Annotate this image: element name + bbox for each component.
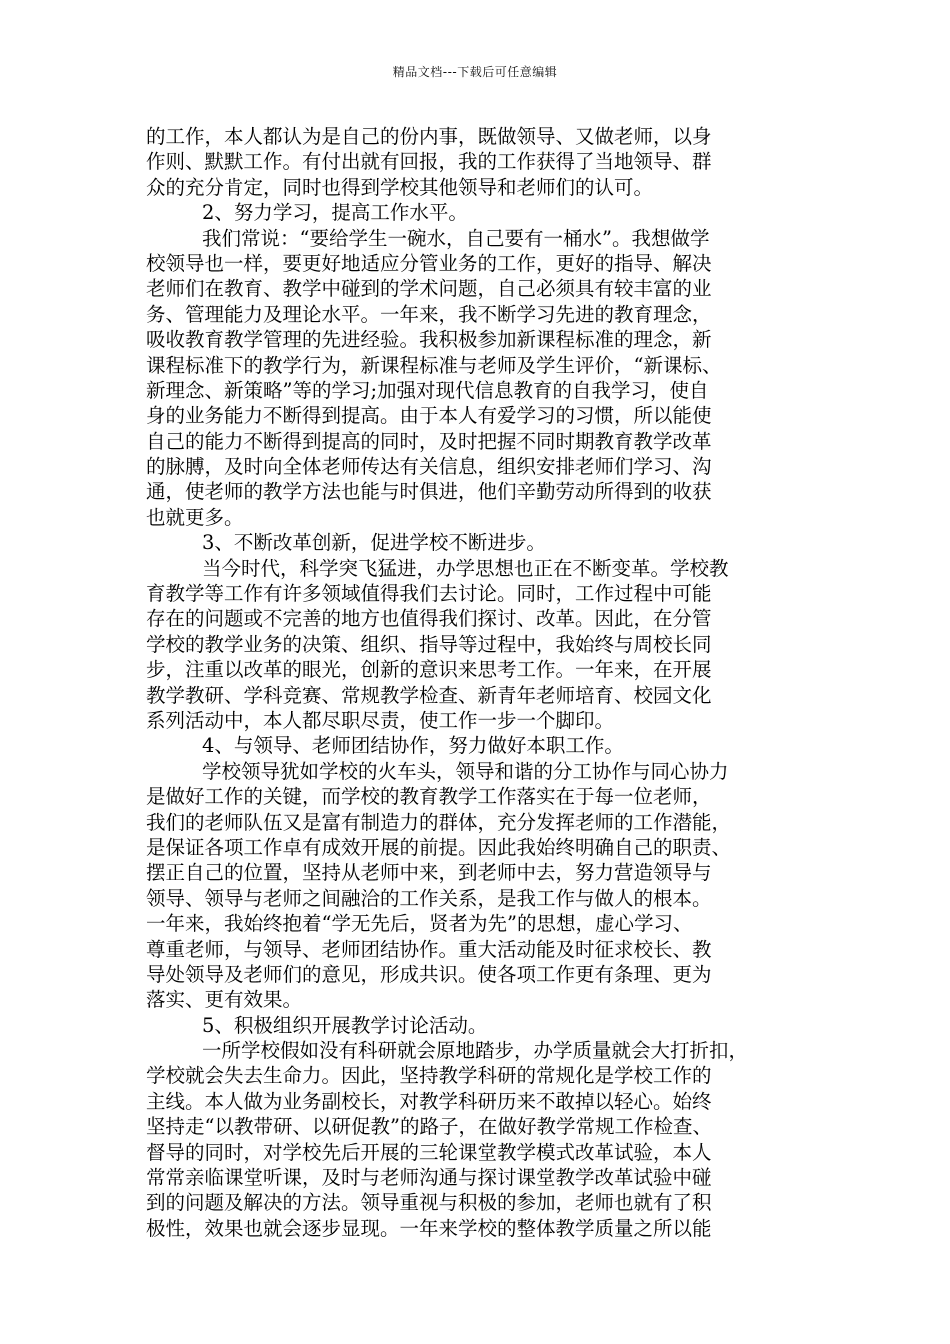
text-line: 育教学等工作有许多领域值得我们去讨论。同时，工作过程中可能 xyxy=(146,582,712,606)
text-line: 常常亲临课堂听课，及时与老师沟通与探讨课堂教学改革试验中碰 xyxy=(146,1166,712,1190)
text-line: 校领导也一样，要更好地适应分管业务的工作，更好的指导、解决 xyxy=(146,251,712,275)
text-line: 是保证各项工作卓有成效开展的前提。因此我始终明确自己的职责、 xyxy=(146,835,732,859)
document-body xyxy=(146,124,806,1241)
text-line: 学校的教学业务的决策、组织、指导等过程中，我始终与周校长同 xyxy=(146,632,712,656)
text-line: 步，注重以改革的眼光，创新的意识来思考工作。一年来，在开展 xyxy=(146,658,712,682)
text-line: 是做好工作的关键，而学校的教育教学工作落实在于每一位老师， xyxy=(146,785,712,809)
text-line: 落实、更有效果。 xyxy=(146,988,303,1012)
text-line: 导处领导及老师们的意见，形成共识。使各项工作更有条理、更为 xyxy=(146,962,712,986)
text-line: 教学教研、学科竞赛、常规教学检查、新青年老师培育、校园文化 xyxy=(146,683,712,707)
text-line: 的脉膊，及时向全体老师传达有关信息，组织安排老师们学习、沟 xyxy=(146,455,712,479)
text-line: 自己的能力不断得到提高的同时，及时把握不同时期教育教学改革 xyxy=(146,429,712,453)
text-line: 坚持走“以教带研、以研促教”的路子，在做好教学常规工作检查、 xyxy=(146,1115,712,1139)
text-line: 我们的老师队伍又是富有制造力的群体，充分发挥老师的工作潜能， xyxy=(146,810,732,834)
text-line: 通，使老师的教学方法也能与时俱进，他们辛勤劳动所得到的收获 xyxy=(146,480,712,504)
text-line: 一年来，我始终抱着“学无先后，贤者为先”的思想，虚心学习、 xyxy=(146,912,693,936)
text-line: 作则、默默工作。有付出就有回报，我的工作获得了当地领导、群 xyxy=(146,150,712,174)
paragraph-start-line: 4、与领导、老师团结协作，努力做好本职工作。 xyxy=(202,734,624,758)
paragraph-start-line: 我们常说：“要给学生一碗水，自己要有一桶水”。我想做学 xyxy=(202,226,710,250)
text-line: 老师们在教育、教学中碰到的学术问题，自己必须具有较丰富的业 xyxy=(146,277,712,301)
text-line: 务、管理能力及理论水平。一年来，我不断学习先进的教育理念， xyxy=(146,302,712,326)
text-line: 到的问题及解决的方法。领导重视与积极的参加，老师也就有了积 xyxy=(146,1191,712,1215)
text-line: 也就更多。 xyxy=(146,505,244,529)
text-line: 学校就会失去生命力。因此，坚持教学科研的常规化是学校工作的 xyxy=(146,1064,712,1088)
paragraph-start-line: 学校领导犹如学校的火车头，领导和谐的分工协作与同心协力 xyxy=(202,759,729,783)
text-line: 领导、领导与老师之间融洽的工作关系，是我工作与做人的根本。 xyxy=(146,886,712,910)
text-line: 督导的同时，对学校先后开展的三轮课堂教学模式改革试验，本人 xyxy=(146,1140,712,1164)
paragraph-start-line: 3、不断改革创新，促进学校不断进步。 xyxy=(202,531,546,555)
text-line: 主线。本人做为业务副校长，对教学科研历来不敢掉以轻心。始终 xyxy=(146,1089,712,1113)
text-line: 尊重老师，与领导、老师团结协作。重大活动能及时征求校长、教 xyxy=(146,937,712,961)
text-line: 极性，效果也就会逐步显现。一年来学校的整体教学质量之所以能 xyxy=(146,1216,712,1240)
text-line: 新理念、新策略”等的学习;加强对现代信息教育的自我学习，使自 xyxy=(146,378,709,402)
paragraph-start-line: 2、努力学习，提高工作水平。 xyxy=(202,201,468,225)
paragraph-start-line: 当今时代，科学突飞猛进，办学思想也正在不断变革。学校教 xyxy=(202,556,729,580)
paragraph-start-line: 5、积极组织开展教学讨论活动。 xyxy=(202,1013,488,1037)
text-line: 系列活动中，本人都尽职尽责，使工作一步一个脚印。 xyxy=(146,708,615,732)
text-line: 摆正自己的位置，坚持从老师中来，到老师中去，努力营造领导与 xyxy=(146,861,712,885)
text-line: 身的业务能力不断得到提高。由于本人有爱学习的习惯，所以能使 xyxy=(146,404,712,428)
text-line: 的工作，本人都认为是自己的份内事，既做领导、又做老师，以身 xyxy=(146,125,712,148)
text-line: 吸收教育教学管理的先进经验。我积极参加新课程标准的理念，新 xyxy=(146,328,712,352)
text-line: 课程标准下的教学行为，新课程标准与老师及学生评价，“新课标、 xyxy=(146,353,722,377)
paragraph-start-line: 一所学校假如没有科研就会原地踏步，办学质量就会大打折扣， xyxy=(202,1039,749,1063)
text-line: 存在的问题或不完善的地方也值得我们探讨、改革。因此，在分管 xyxy=(146,607,712,631)
page-header: 精品文档---下载后可任意编辑 xyxy=(392,65,558,79)
text-line: 众的充分肯定，同时也得到学校其他领导和老师们的认可。 xyxy=(146,175,654,199)
